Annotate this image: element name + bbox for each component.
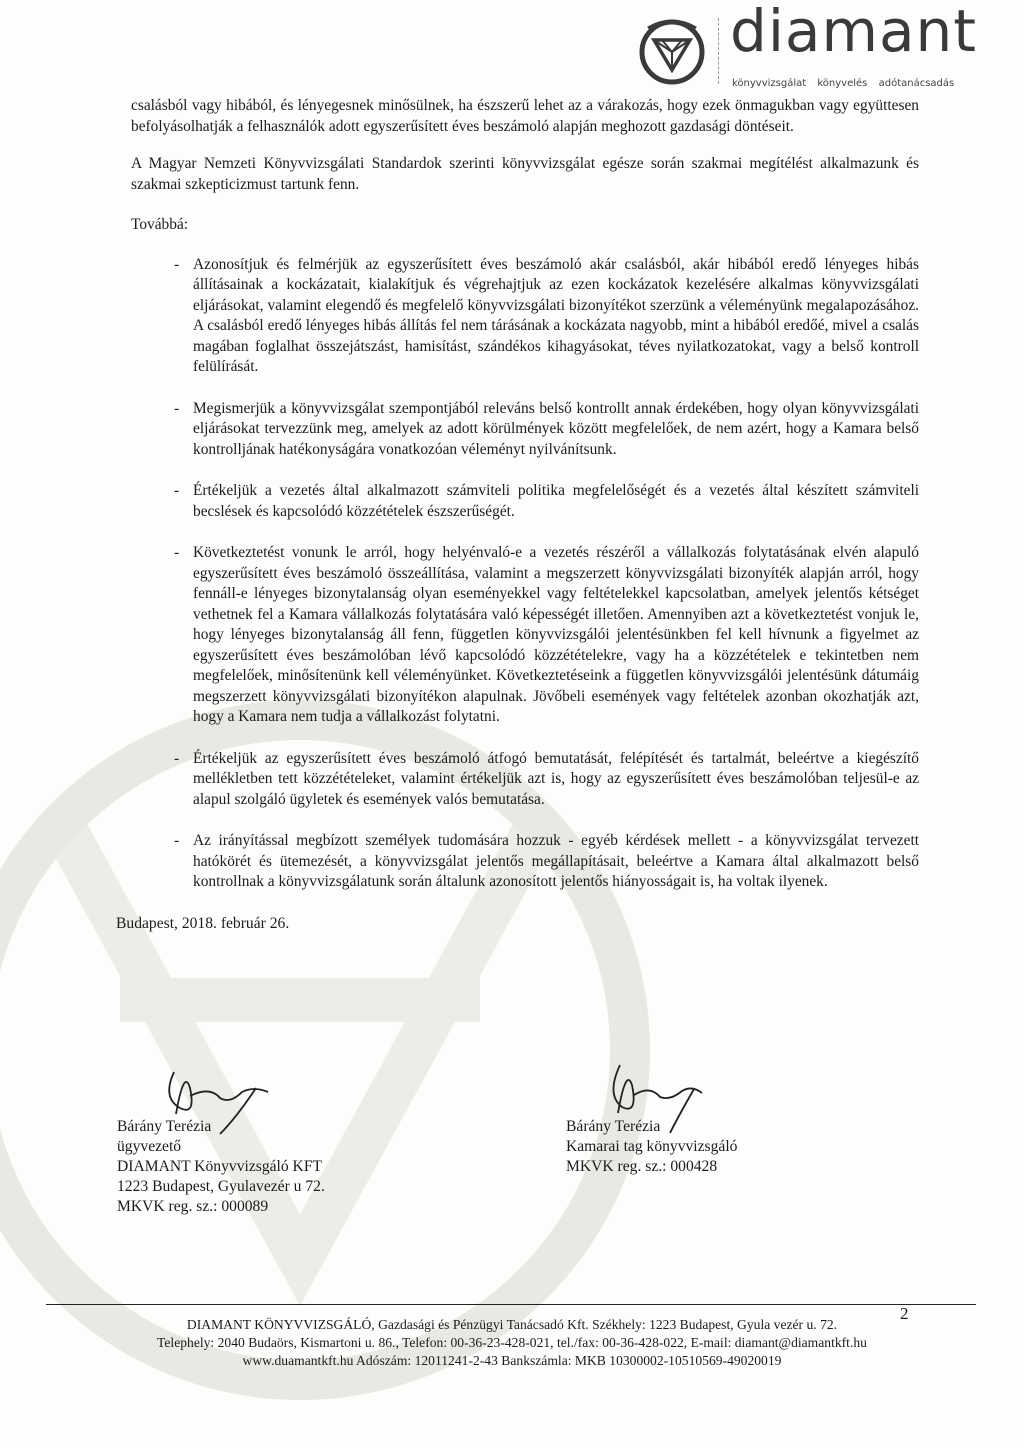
- list-item: [131, 831, 919, 893]
- footer-company-line: DIAMANT KÖNYVVIZSGÁLÓ, Gazdasági és Pénzügyi Tanácsadó Kft. Székhely: 1223 Budapest, Gyula vezér u. 72.: [186, 1317, 838, 1332]
- place-and-date: Budapest, 2018. február 26.: [116, 915, 290, 932]
- bullet-dash: -: [174, 749, 180, 767]
- signatory-registration: MKVK reg. sz.: 000089: [117, 1198, 269, 1215]
- company-logo: [632, 0, 978, 89]
- list-item-text: Értékeljük a vezetés által alkalmazott számviteli politika megfelelőségét és a vezetés által készített számviteli becslések és kapcsolódó közzétételek észszerűségét.: [193, 482, 919, 520]
- tagline-audit: könyvvizsgálat: [732, 78, 807, 89]
- standards-paragraph: A Magyar Nemzeti Könyvvizsgálati Standardok szerinti könyvvizsgálat egésze során szakmai megítélést alkalmazunk és szakmai szkepticizmust tartunk fenn.: [131, 155, 919, 193]
- list-item: [131, 543, 919, 728]
- signatory-company: DIAMANT Könyvvizsgáló KFT: [117, 1158, 323, 1175]
- signatory-block-auditor: [566, 1117, 737, 1177]
- footer-bank-line: www.duamantkft.hu Adószám: 12011241-2-43 Bankszámla: MKB 10300002-10510569-49020019: [242, 1353, 782, 1368]
- page-footer: [0, 1302, 1024, 1370]
- signatory-block-director: [117, 1117, 325, 1217]
- footer-contact-line: Telephely: 2040 Budaörs, Kismartoni u. 86., Telefon: 00-36-23-428-021, tel./fax: 00-36-428-022, E-mail: diamant@diamantkft.hu: [157, 1335, 867, 1350]
- signatory-name: Bárány Terézia: [566, 1118, 661, 1135]
- signatory-title: ügyvezető: [117, 1138, 182, 1155]
- bullet-dash: -: [174, 544, 180, 561]
- intro-paragraph: csalásból vagy hibából, és lényegesnek minősülnek, ha észszerű lehet az a várakozás, hogy ezek önmagukban vagy együttesen befolyásolhatják a felhasználók adott egyszerűsített éves beszámoló alapján meghozott gazdasági döntéseit.: [131, 97, 919, 135]
- further-heading: Továbbá:: [131, 216, 189, 233]
- bullet-dash: -: [174, 482, 180, 499]
- tagline-bookkeeping: könyvelés: [817, 78, 868, 89]
- bullet-dash: -: [174, 399, 180, 417]
- logo-tagline: [732, 78, 954, 89]
- signatory-registration: MKVK reg. sz.: 000428: [566, 1158, 718, 1175]
- bullet-dash: -: [174, 832, 180, 849]
- list-item: [131, 399, 919, 461]
- list-item-text: Következtetést vonunk le arról, hogy helyénvaló-e a vezetés részéről a vállalkozás folytatásának elvén alapuló egyszerűsített éves beszámoló összeállítása, valamint a megszerzett könyvvizsgálati bizonyíték alapján arról, hogy fennáll-e lényeges bizonytalanság olyan eseményekkel vagy feltételekkel kapcsolatban, amelyek jelentős kétséget vethetnek fel a Kamara vállalkozás folytatására való képességét illetően. Amennyiben azt a következtetést vonjuk le, hogy lényeges bizonytalanság áll fenn, független könyvvizsgálói jelentésünkben fel kell hívnunk a figyelmet az egyszerűsített éves beszámolóban lévő kapcsolódó közzétételekre, vagy ha a közzétételek e tekintetben nem megfelelőek, minősítenünk kell véleményünket. Következtetéseink a független könyvvizsgálói jelentésünk dátumáig megszerzett könyvvizsgálati bizonyítékon alapulnak. Jövőbeli események vagy feltételek azonban okozhatják azt, hogy a Kamara nem tudja a vállalkozást folytatni.: [193, 544, 919, 725]
- signatory-title: Kamarai tag könyvvizsgáló: [566, 1138, 738, 1155]
- tagline-tax: adótanácsadás: [878, 78, 955, 89]
- list-item-text: Értékeljük az egyszerűsített éves beszámoló átfogó bemutatását, felépítését és tartalmát, beleértve a kiegészítő mellékletben tett közzétételeket, valamint értékeljük azt is, hogy az egyszerűsített éves beszámolóban teljesül-e az alapul szolgáló ügyletek és események valós bemutatása.: [193, 749, 919, 808]
- signatory-address: 1223 Budapest, Gyulavezér u 72.: [117, 1178, 325, 1195]
- list-item-text: Az irányítással megbízott személyek tudomására hozzuk - egyéb kérdések mellett - a könyvvizsgálat tervezett hatókörét és ütemezését, a könyvvizsgálat jelentős megállapításait, beleértve a Kamara által alkalmazott belső kontrollnak a könyvvizsgálatunk során általunk azonosított jelentős hiányosságait is, ha voltak ilyenek.: [193, 832, 919, 890]
- list-item-text: Megismerjük a könyvvizsgálat szempontjából releváns belső kontrollt annak érdekében, hogy olyan könyvvizsgálati eljárásokat tervezzünk meg, amelyek az adott körülmények között megfelelőek, de nem azért, hogy a Kamara belső kontrolljának hatékonyságára vonatkozóan véleményt nyilvánítsunk.: [193, 399, 919, 458]
- list-item: [131, 749, 919, 811]
- page-number: 2: [900, 1304, 909, 1323]
- list-item: [131, 255, 919, 378]
- logo-wordmark: diamant: [730, 0, 978, 65]
- bullet-dash: -: [174, 255, 180, 273]
- list-item-text: Azonosítjuk és felmérjük az egyszerűsített éves beszámoló akár csalásból, akár hibából eredő lényeges hibás állításainak a kockázatait, kialakítjuk és végrehajtjuk az ezen kockázatok kezelésére alkalmas könyvvizsgálati eljárásokat, valamint elegendő és megfelelő könyvvizsgálati bizonyítékot szerzünk a véleményünk megalapozásához. A csalásból eredő lényeges hibás állítás fel nem tárásának a kockázata nagyobb, mint a hibából eredőé, mivel a csalás magában foglalhat összejátszást, hamisítást, szándékos kihagyásokat, téves nyilatkozatokat, vagy a belső kontroll felülírását.: [193, 255, 919, 375]
- diamond-globe-icon: [632, 12, 712, 86]
- list-item: [131, 481, 919, 522]
- document-body: [131, 96, 919, 914]
- logo-divider: [718, 18, 720, 84]
- signatory-name: Bárány Terézia: [117, 1118, 212, 1135]
